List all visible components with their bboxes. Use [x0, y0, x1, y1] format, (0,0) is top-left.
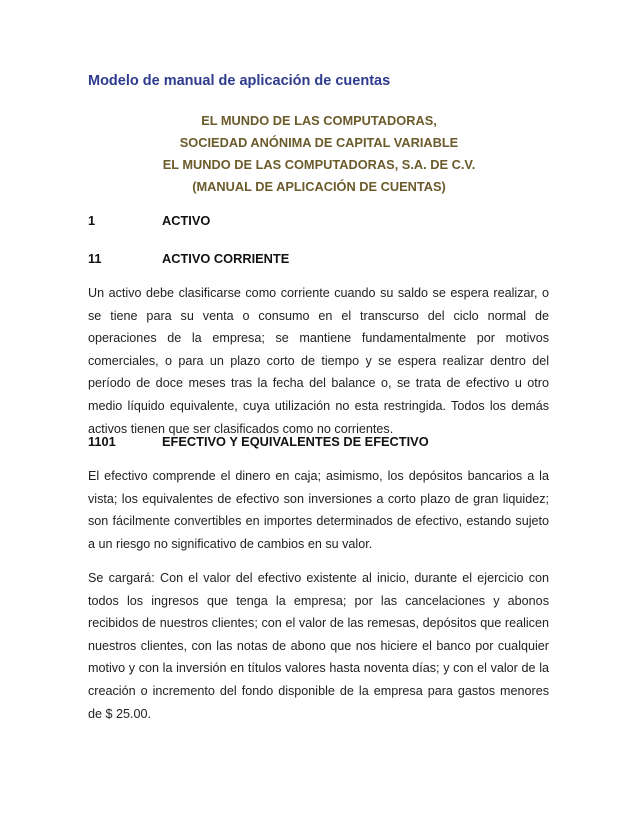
account-name: EFECTIVO Y EQUIVALENTES DE EFECTIVO [162, 434, 429, 449]
paragraph-activo-corriente: Un activo debe clasificarse como corriente cuando su saldo se espera realizar, o se tiene para su venta o consumo en el transcurso del ciclo normal de operaciones de la empresa; se mantiene fundamentalmente por motivos comerciales, o para un plazo corto de tiempo y se espera realizar dentro del período de doce meses tras la fecha del balance o, se trata de efectivo u otro medio líquido equivalente, cuya utilización no esta restringida. Todos los demás activos tienen que ser clasificados como no corrientes. [88, 286, 549, 436]
account-code: 11 [88, 251, 102, 266]
account-code: 1101 [88, 434, 116, 449]
account-name: ACTIVO CORRIENTE [162, 251, 290, 266]
company-name-line-1: EL MUNDO DE LAS COMPUTADORAS, [201, 113, 437, 128]
company-name-line-3: EL MUNDO DE LAS COMPUTADORAS, S.A. DE C.V. [162, 157, 476, 172]
company-name-line-2: SOCIEDAD ANÓNIMA DE CAPITAL VARIABLE [179, 135, 459, 150]
paragraph-se-cargara: Se cargará: Con el valor del efectivo existente al inicio, durante el ejercicio con todos los ingresos que tenga la empresa; por las cancelaciones y abonos recibidos de nuestros clientes; con el valor de las remesas, depósitos que realicen nuestros clientes, con las notas de abono que nos hiciere el banco por cualquier motivo y con la inversión en títulos valores hasta noventa días; y con el valor de la creación o incremento del fondo disponible de la empresa para gastos menores de $ 25.00. [88, 571, 549, 721]
account-name: ACTIVO [162, 213, 211, 228]
account-heading-activo-corriente [88, 251, 289, 266]
manual-subtitle: (MANUAL DE APLICACIÓN DE CUENTAS) [192, 179, 446, 194]
account-code: 1 [88, 213, 96, 228]
account-heading-activo [88, 213, 210, 228]
account-heading-efectivo [88, 434, 429, 449]
document-title: Modelo de manual de aplicación de cuentas [88, 73, 391, 89]
paragraph-efectivo: El efectivo comprende el dinero en caja; asimismo, los depósitos bancarios a la vista; los equivalentes de efectivo son inversiones a corto plazo de gran liquidez; son fácilmente convertibles en importes determinados de efectivo, estando sujeto a un riesgo no significativo de cambios en su valor. [88, 469, 549, 551]
